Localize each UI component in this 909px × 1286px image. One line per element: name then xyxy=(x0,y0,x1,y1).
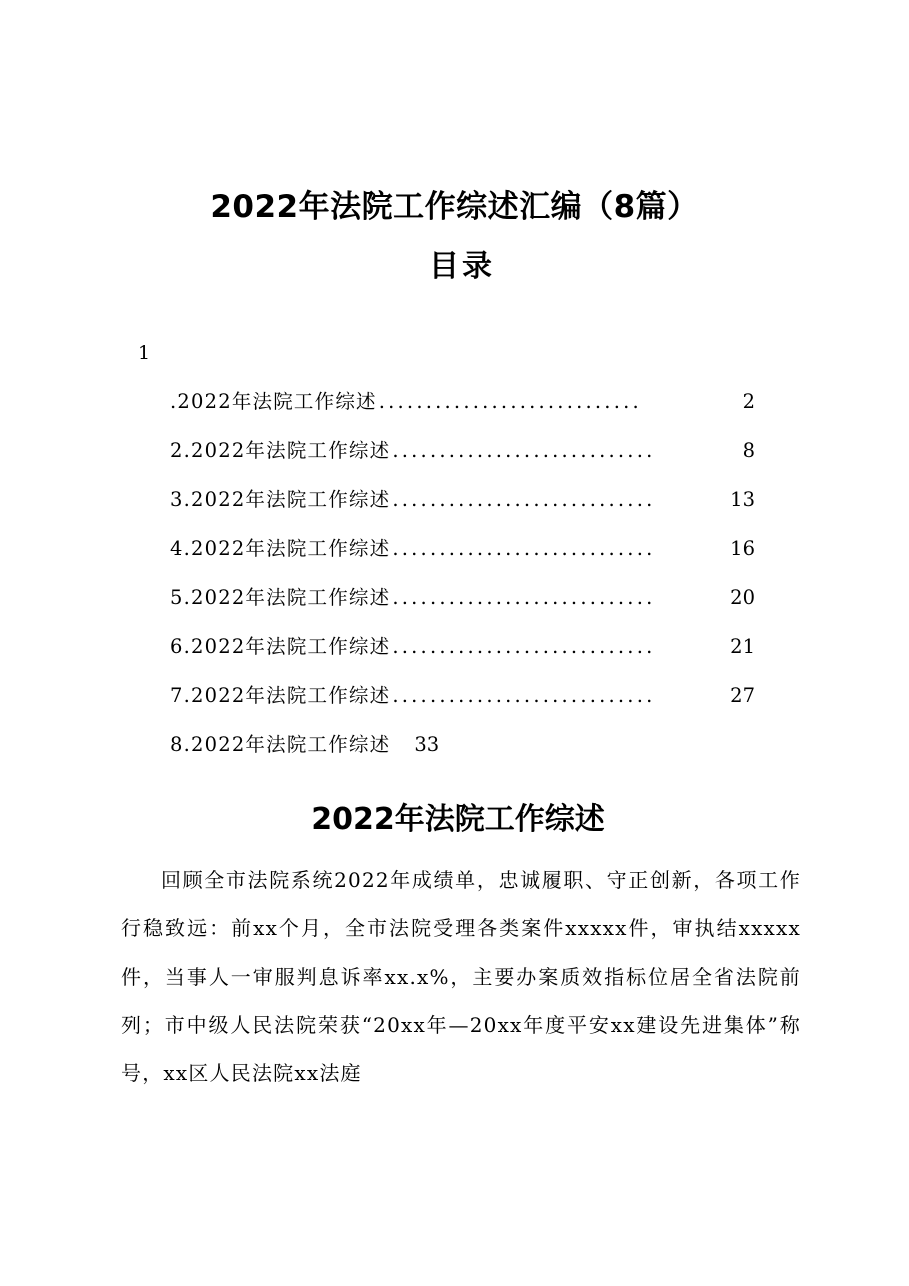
toc-entry-page: 2 xyxy=(742,390,755,413)
toc-entry-label: 6.2022年法院工作综述 xyxy=(170,635,391,658)
toc-entry-label: 5.2022年法院工作综述 xyxy=(170,586,391,609)
toc-entry[interactable] xyxy=(170,725,770,774)
toc-entry-page: 33 xyxy=(414,733,440,756)
toc-entry-label: 3.2022年法院工作综述 xyxy=(170,488,391,511)
toc-entry-label: 8.2022年法院工作综述 xyxy=(170,733,391,756)
toc-entry-label: .2022年法院工作综述 xyxy=(170,390,377,413)
toc-entry-leader: ............................ xyxy=(392,439,656,462)
body-paragraph: 回顾全市法院系统2022年成绩单，忠诚履职、守正创新，各项工作行稳致远：前xx个月，全市法院受理各类案件xxxxx件，审执结xxxxx件，当事人一审服判息诉率xx.x%，主要办案质效指标位居全省法院前列；市中级人民法院荣获“20xx年—20xx年度平安xx建设先进集体”称号，xx区人民法院xx法庭 xyxy=(121,868,801,1086)
toc-first-number: 1 xyxy=(138,342,151,364)
toc-entry-leader: ............................ xyxy=(392,684,656,707)
toc-entry-label: 4.2022年法院工作综述 xyxy=(170,537,391,560)
toc-entry-page: 13 xyxy=(730,488,755,511)
toc-entry-label: 7.2022年法院工作综述 xyxy=(170,684,391,707)
toc-entry[interactable] xyxy=(170,382,755,431)
toc-entry[interactable] xyxy=(170,431,755,480)
toc-entry-page: 27 xyxy=(730,684,755,707)
document-title: 2022年法院工作综述汇编（8篇） xyxy=(210,188,699,225)
toc-entry-leader: ............................ xyxy=(392,635,656,658)
toc-entry-page: 16 xyxy=(730,537,755,560)
toc-heading: 目录 xyxy=(429,248,495,284)
toc-entry[interactable] xyxy=(170,529,755,578)
toc-entry[interactable] xyxy=(170,578,755,627)
toc-entry-page: 20 xyxy=(730,586,755,609)
toc-entry-leader: ............................ xyxy=(392,586,656,609)
toc-entry-page: 21 xyxy=(730,635,755,658)
toc-entry[interactable] xyxy=(170,627,755,676)
toc-entry[interactable] xyxy=(170,676,755,725)
toc-entry-leader: ............................ xyxy=(392,488,656,511)
toc-entry-page: 8 xyxy=(742,439,755,462)
toc-entry-label: 2.2022年法院工作综述 xyxy=(170,439,391,462)
toc-entry-leader: ............................ xyxy=(392,537,656,560)
table-of-contents xyxy=(170,382,770,774)
toc-entry-leader: ............................ xyxy=(378,390,642,413)
toc-entry[interactable] xyxy=(170,480,755,529)
section-title: 2022年法院工作综述 xyxy=(311,801,605,837)
